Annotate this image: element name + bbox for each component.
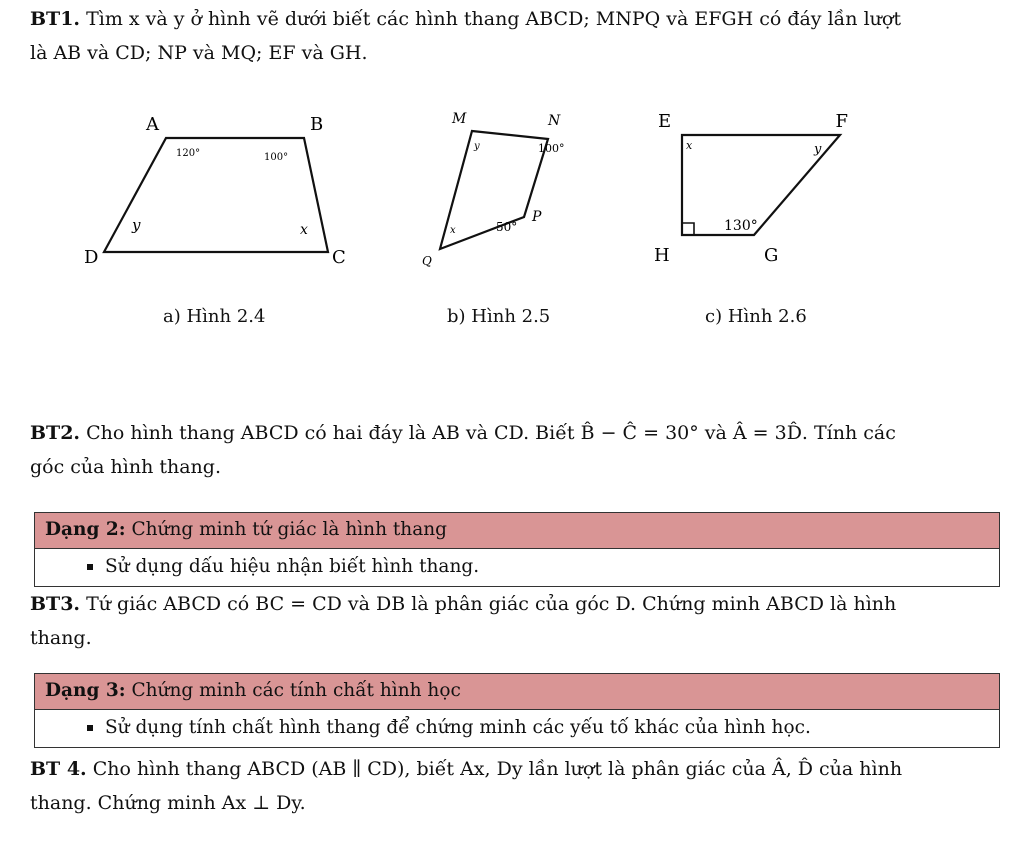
exercise-1 [30, 2, 1020, 70]
figure-2-4 [80, 108, 360, 278]
bullet-square-icon [87, 564, 93, 570]
section-dang-2-bullet [34, 549, 1000, 587]
bullet-square-icon [87, 725, 93, 731]
figure-2-6 [650, 105, 850, 275]
vertex-a-label: A [146, 114, 159, 135]
section-dang-3-header [34, 673, 1000, 710]
vertex-f-label: F [835, 111, 848, 132]
vertex-m-label: M [452, 111, 467, 127]
vertex-d-label: D [84, 247, 99, 268]
angle-y-label: y [474, 141, 480, 152]
section-dang-3-label: Dạng 3: [45, 680, 126, 701]
vertex-c-label: C [332, 247, 346, 268]
exercise-1-label: BT1. [30, 8, 81, 30]
figure-2-5 [410, 105, 585, 275]
figure-2-5-caption: b) Hình 2.5 [447, 306, 551, 327]
angle-a-label: 120° [176, 148, 201, 159]
vertex-h-label: H [654, 245, 670, 266]
figure-2-4-caption: a) Hình 2.4 [163, 306, 266, 327]
exercise-4-label: BT 4. [30, 758, 87, 780]
exercise-2 [30, 416, 1020, 484]
angle-y-label: y [132, 216, 141, 234]
exercise-2-label: BT2. [30, 422, 81, 444]
vertex-n-label: N [548, 113, 561, 129]
angle-x-label: x [450, 225, 456, 236]
angle-b-label: 100° [264, 152, 289, 163]
angle-p-label: 50° [496, 220, 518, 234]
section-dang-3-bullet-text: Sử dụng tính chất hình thang để chứng minh các yếu tố khác của hình học. [105, 717, 811, 738]
exercise-1-line-2: là AB và CD; NP và MQ; EF và GH. [30, 42, 368, 64]
vertex-q-label: Q [422, 254, 432, 268]
exercise-3-text: Tứ giác ABCD có BC = CD và DB là phân giác của góc D. Chứng minh ABCD là hình [86, 593, 897, 615]
vertex-g-label: G [764, 245, 779, 266]
vertex-p-label: P [532, 209, 542, 225]
angle-n-label: 100° [538, 142, 565, 155]
vertex-e-label: E [658, 111, 672, 132]
section-dang-3-bullet [34, 710, 1000, 748]
section-dang-3-title: Chứng minh các tính chất hình học [131, 680, 461, 701]
exercise-2-text: Cho hình thang ABCD có hai đáy là AB và CD. Biết B̂ − Ĉ = 30° và Â = 3D̂. Tính các [86, 422, 896, 444]
angle-y-label: y [814, 142, 822, 157]
exercise-4 [30, 752, 1020, 820]
exercise-2-line-1 [30, 416, 1020, 450]
figure-2-6-caption: c) Hình 2.6 [705, 306, 807, 327]
exercise-4-text: Cho hình thang ABCD (AB ∥ CD), biết Ax, Dy lần lượt là phân giác của Â, D̂ của hình [92, 758, 903, 780]
exercise-4-line-2: thang. Chứng minh Ax ⊥ Dy. [30, 792, 306, 814]
exercise-4-line-1 [30, 752, 1020, 786]
exercise-1-line-1 [30, 2, 1020, 36]
section-dang-2-title: Chứng minh tứ giác là hình thang [131, 519, 448, 540]
angle-g-label: 130° [724, 218, 758, 234]
exercise-3 [30, 587, 1020, 655]
section-dang-2-label: Dạng 2: [45, 519, 126, 540]
exercise-3-label: BT3. [30, 593, 81, 615]
exercise-2-line-2: góc của hình thang. [30, 456, 221, 478]
section-dang-2-header [34, 512, 1000, 549]
exercise-1-text: Tìm x và y ở hình vẽ dưới biết các hình thang ABCD; MNPQ và EFGH có đáy lần lượt [86, 8, 901, 30]
vertex-b-label: B [310, 114, 324, 135]
exercise-3-line-1 [30, 587, 1020, 621]
angle-x-label: x [686, 139, 693, 152]
section-dang-2-bullet-text: Sử dụng dấu hiệu nhận biết hình thang. [105, 556, 480, 577]
exercise-3-line-2: thang. [30, 627, 92, 649]
angle-x-label: x [300, 222, 308, 238]
